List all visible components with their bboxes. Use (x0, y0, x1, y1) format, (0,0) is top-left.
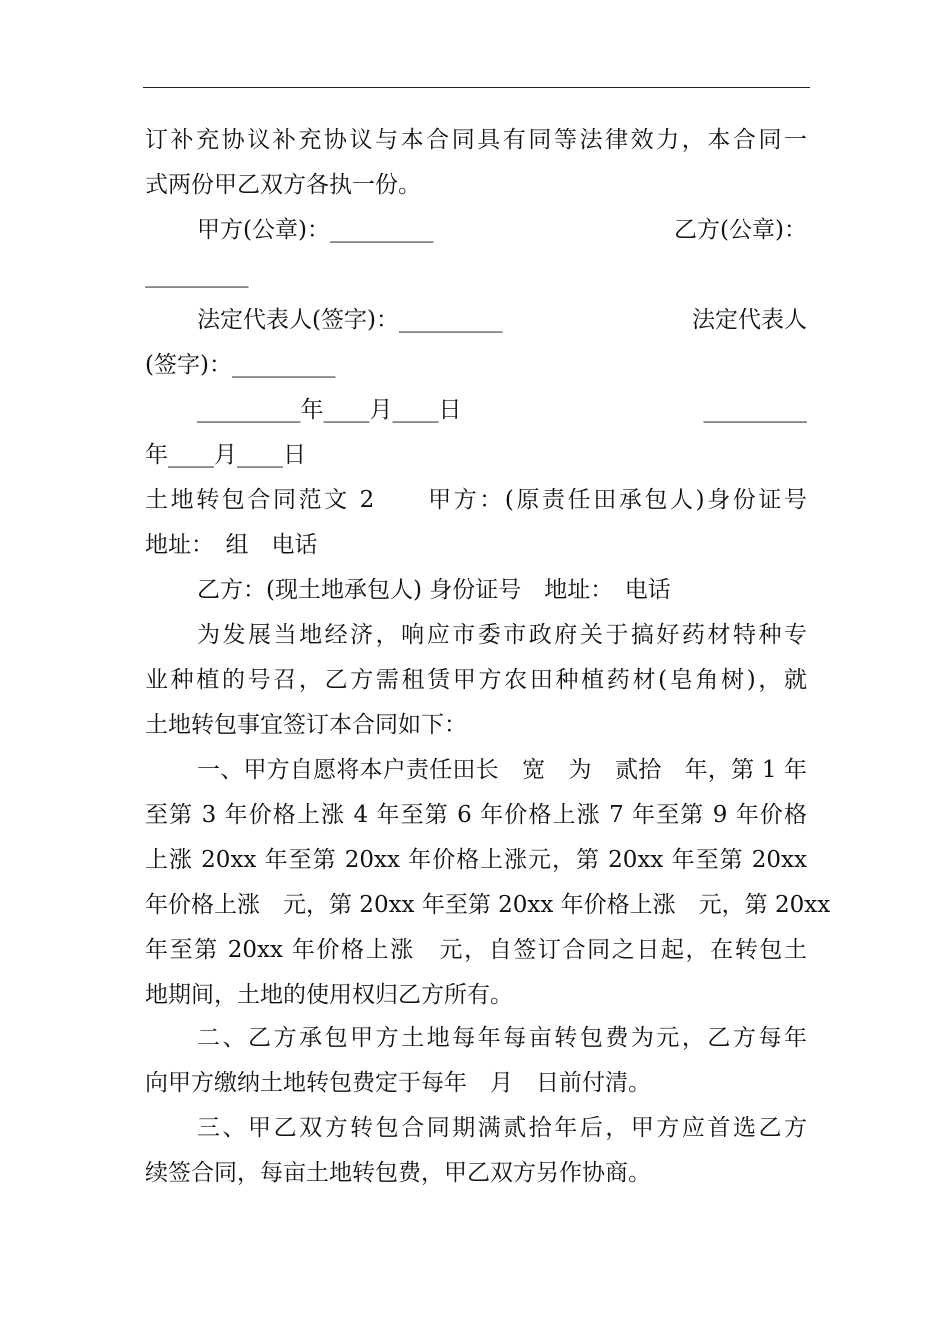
text-line: 年至第 20xx 年价格上涨 元，自签订合同之日起，在转包土 (145, 937, 807, 963)
text-line: 土地转包事宜签订本合同如下： (145, 712, 467, 738)
signature-row-seal (197, 215, 807, 245)
clause-3: 三、甲乙双方转包合同期满贰拾年后，甲方应首选乙方 (197, 1115, 807, 1141)
party-a-seal: 甲方(公章)：_________ (197, 217, 434, 243)
text-line: 年价格上涨 元，第 20xx 年至第 20xx 年价格上涨 元，第 20xx (145, 892, 831, 918)
text-line: 向甲方缴纳土地转包费定于每年 月 日前付清。 (145, 1070, 651, 1096)
header-rule (143, 87, 810, 88)
section-title: 土地转包合同范文 2 甲方：(原责任田承包人)身份证号 (145, 487, 807, 513)
party-b-rep: 法定代表人 (692, 307, 807, 333)
text-line: (签字)：_________ (145, 352, 336, 378)
party-b-seal: 乙方(公章)： (674, 217, 807, 243)
party-a-rep: 法定代表人(签字)：_________ (197, 307, 503, 333)
text-line: 乙方：(现土地承包人) 身份证号 地址： 电话 (197, 577, 671, 603)
text-line: 地期间，土地的使用权归乙方所有。 (145, 982, 513, 1008)
text-line: _________ (145, 262, 249, 288)
text-line: 订补充协议补充协议与本合同具有同等法律效力，本合同一 (145, 127, 807, 153)
clause-2: 二、乙方承包甲方土地每年每亩转包费为元，乙方每年 (197, 1025, 807, 1051)
clause-1: 一、甲方自愿将本户责任田长 宽 为 贰拾 年，第 1 年 (197, 757, 807, 783)
party-b-date: _________ (703, 397, 807, 423)
text-line: 为发展当地经济，响应市委市政府关于搞好药材特种专 (197, 622, 807, 648)
text-line: 续签合同，每亩土地转包费，甲乙双方另作协商。 (145, 1160, 651, 1186)
signature-row-date (197, 395, 807, 425)
text-line: 业种植的号召，乙方需租赁甲方农田种植药材(皂角树)，就 (145, 667, 807, 693)
text-line: 式两份甲乙双方各执一份。 (145, 172, 421, 198)
text-line: 至第 3 年价格上涨 4 年至第 6 年价格上涨 7 年至第 9 年价格 (145, 802, 807, 828)
text-line: 年____月____日 (145, 442, 306, 468)
text-line: 上涨 20xx 年至第 20xx 年价格上涨元，第 20xx 年至第 20xx (145, 847, 807, 873)
party-a-date: _________年____月____日 (197, 397, 462, 423)
signature-row-rep (197, 305, 807, 335)
text-line: 地址： 组 电话 (145, 532, 318, 558)
